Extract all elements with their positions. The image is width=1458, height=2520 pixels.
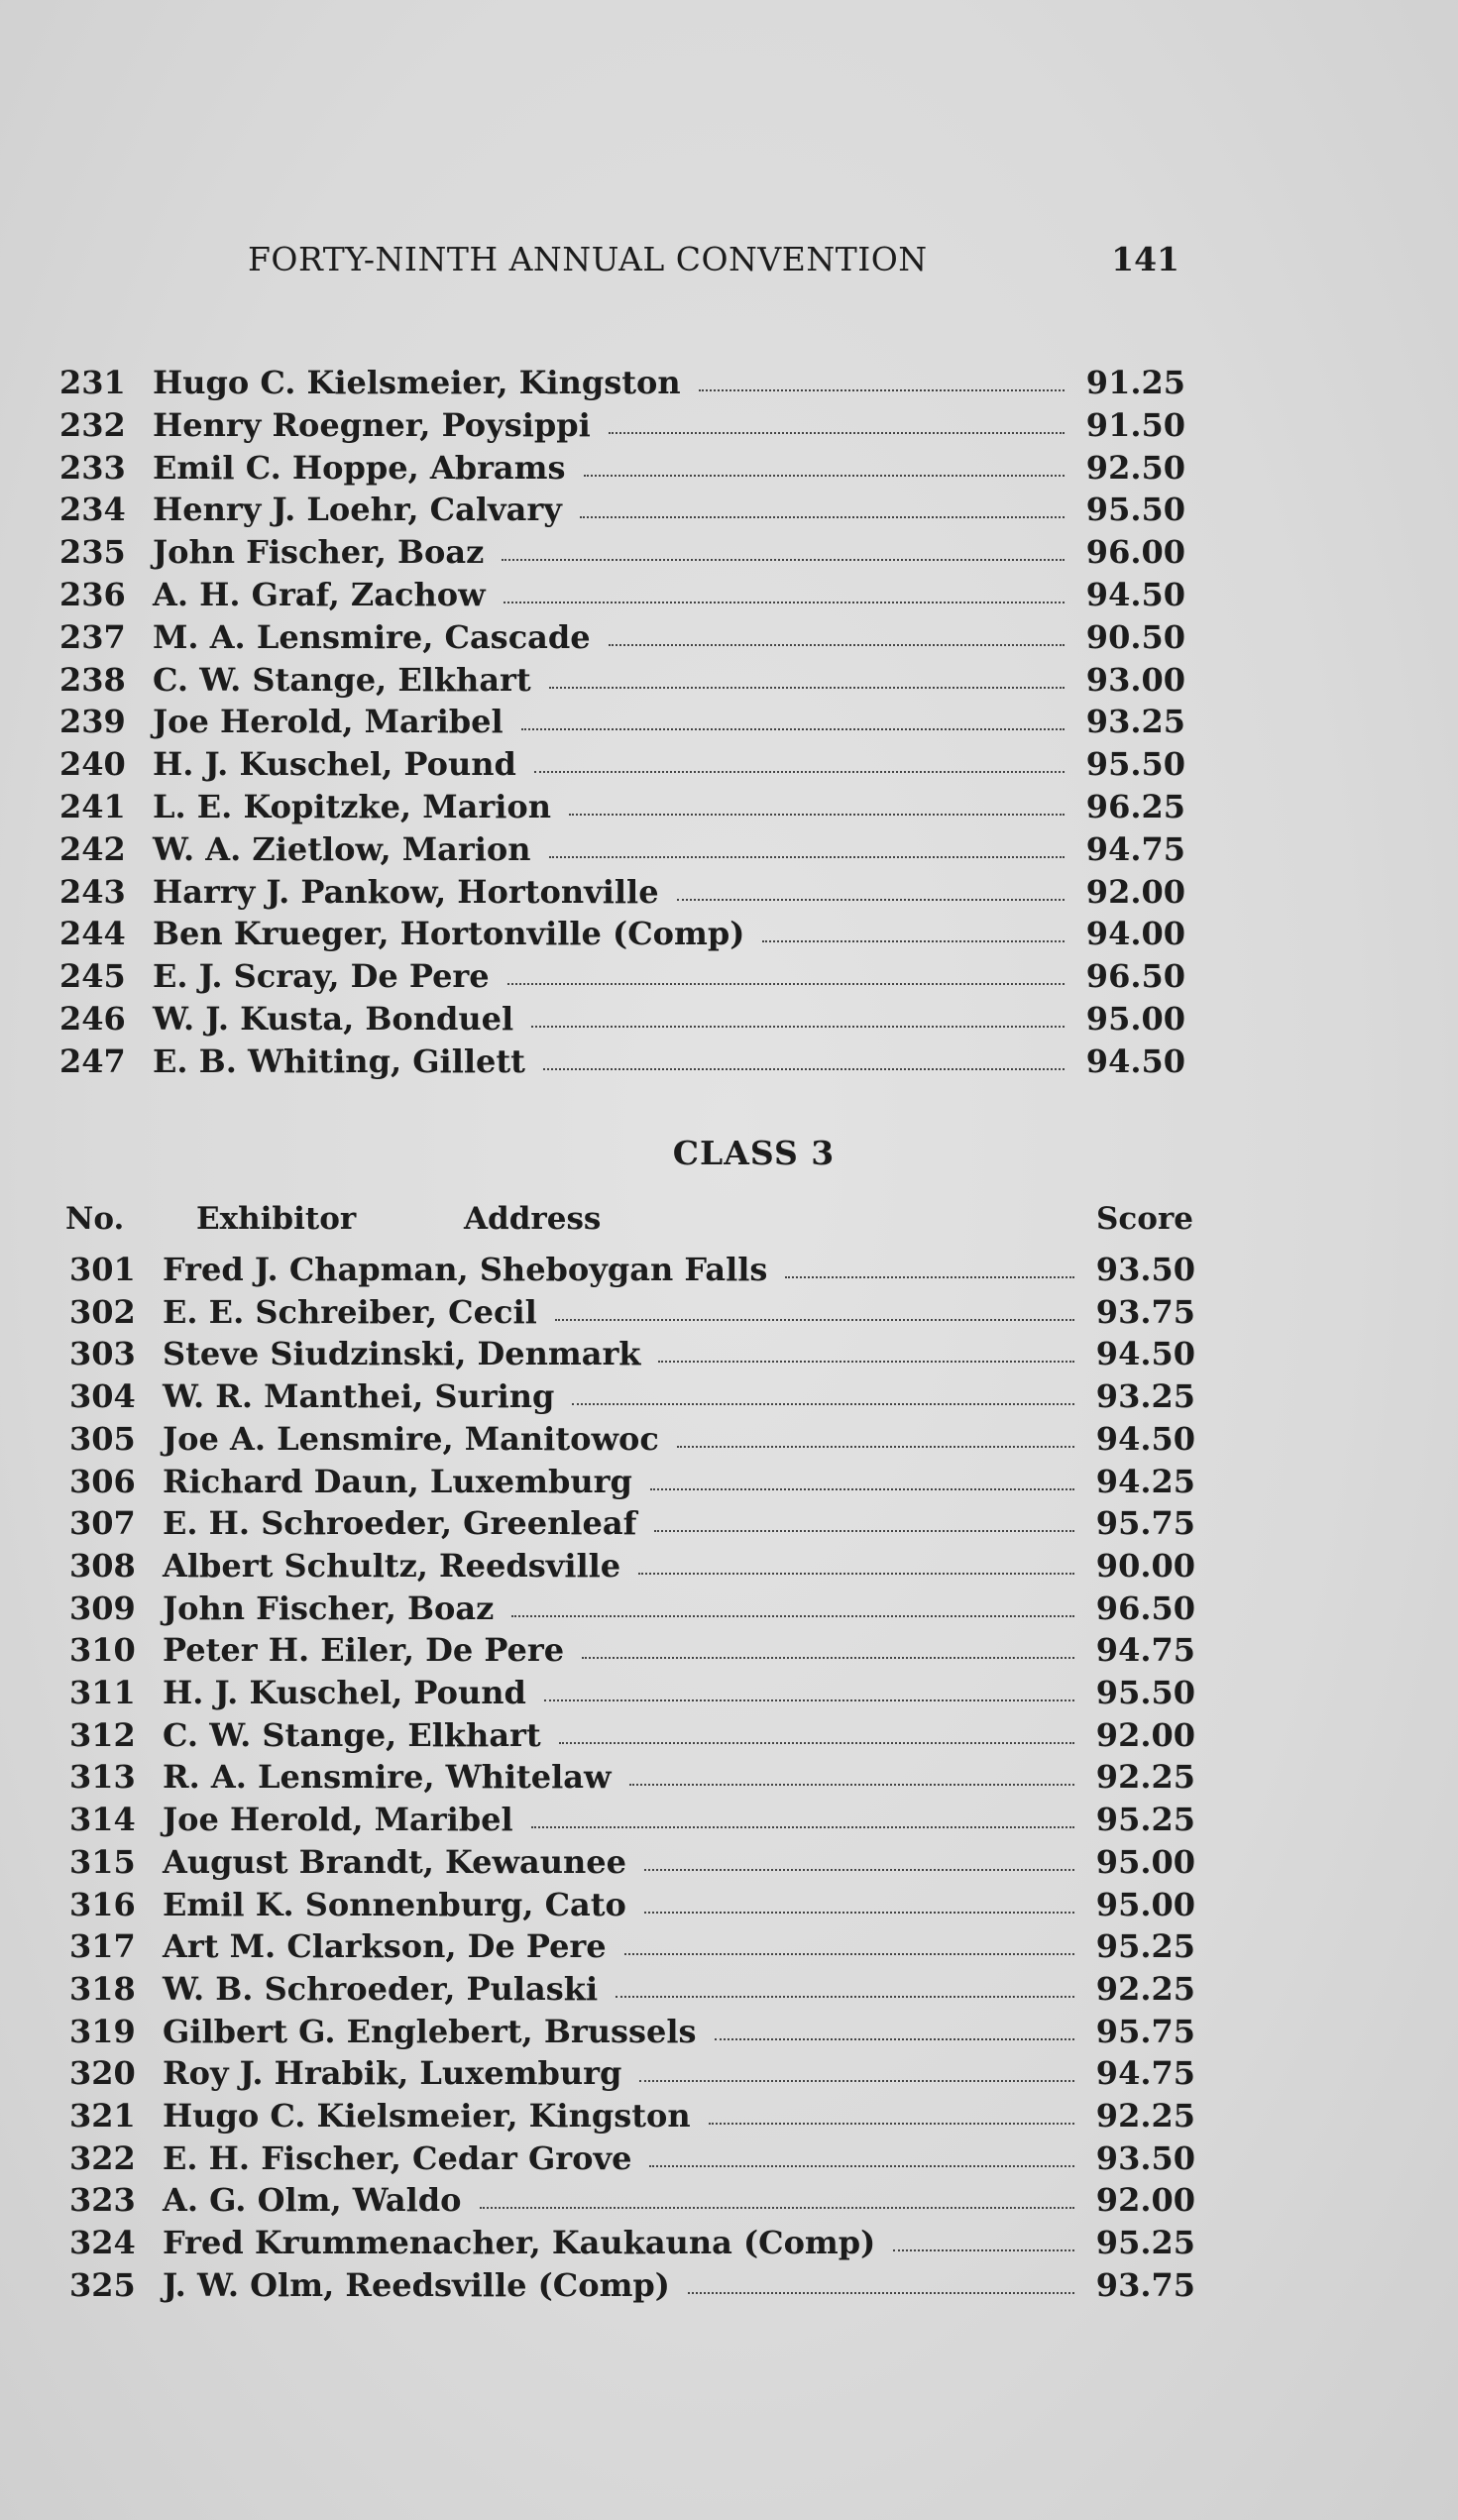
entry-number: 309 — [69, 1589, 136, 1627]
entry-score: 96.50 — [1085, 957, 1185, 996]
list-item — [0, 1377, 1458, 1417]
exhibitor-name: Emil K. Sonnenburg, Cato — [163, 1885, 626, 1923]
entry-score: 93.25 — [1085, 703, 1185, 741]
entry-score: 90.50 — [1085, 617, 1185, 656]
entry-number: 307 — [69, 1504, 136, 1543]
list-item — [0, 1335, 1458, 1374]
list-item — [0, 1251, 1458, 1290]
column-header-no: No. — [65, 1201, 125, 1237]
entry-number: 308 — [69, 1546, 136, 1585]
exhibitor-name: E. E. Schreiber, Cecil — [163, 1292, 537, 1331]
dot-leader — [534, 769, 1065, 773]
entry-number: 237 — [59, 617, 126, 656]
dot-leader — [785, 1274, 1074, 1278]
entry-number: 239 — [59, 703, 126, 741]
entry-score: 95.75 — [1095, 1504, 1195, 1543]
entry-number: 324 — [69, 2224, 136, 2262]
dot-leader — [893, 2247, 1074, 2251]
dot-leader — [654, 1528, 1074, 1532]
exhibitor-name: Joe Herold, Maribel — [163, 1801, 513, 1839]
entry-number: 320 — [69, 2054, 136, 2093]
dot-leader — [511, 1613, 1074, 1617]
exhibitor-name: E. H. Schroeder, Greenleaf — [163, 1504, 637, 1543]
exhibitor-name: A. H. Graf, Zachow — [153, 576, 486, 613]
entry-score: 92.00 — [1095, 1715, 1195, 1754]
entry-score: 93.75 — [1095, 2265, 1195, 2304]
exhibitor-name: W. R. Manthei, Suring — [163, 1377, 555, 1416]
entry-number: 245 — [59, 957, 126, 996]
list-item — [0, 1886, 1458, 1925]
entry-number: 304 — [69, 1377, 136, 1416]
entry-number: 314 — [69, 1801, 136, 1839]
list-item — [0, 1843, 1458, 1883]
list-item — [0, 1293, 1458, 1333]
list-item — [0, 618, 1458, 658]
dot-leader — [609, 642, 1065, 646]
list-item — [0, 1042, 1458, 1082]
exhibitor-name: C. W. Stange, Elkhart — [153, 660, 531, 699]
dot-leader — [688, 2290, 1074, 2294]
list-item — [0, 364, 1458, 403]
dot-leader — [502, 557, 1065, 561]
list-item — [0, 1674, 1458, 1713]
entry-score: 95.75 — [1095, 2012, 1195, 2050]
exhibitor-name: Emil C. Hoppe, Abrams — [153, 448, 566, 487]
entry-number: 232 — [59, 405, 126, 444]
exhibitor-name: Roy J. Hrabik, Luxemburg — [163, 2054, 622, 2093]
dot-leader — [677, 1444, 1074, 1448]
dot-leader — [638, 1571, 1074, 1575]
dot-leader — [616, 1994, 1074, 1998]
entry-number: 244 — [59, 915, 126, 953]
exhibitor-name: E. B. Whiting, Gillett — [153, 1041, 525, 1080]
entry-score: 95.25 — [1095, 1801, 1195, 1839]
entry-number: 321 — [69, 2097, 136, 2135]
list-item — [0, 745, 1458, 785]
exhibitor-name: Peter H. Eiler, De Pere — [163, 1631, 565, 1670]
exhibitor-name: Steve Siudzinski, Denmark — [163, 1335, 641, 1373]
entry-score: 95.00 — [1095, 1842, 1195, 1881]
entry-score: 95.00 — [1085, 1000, 1185, 1038]
dot-leader — [531, 1824, 1074, 1828]
entry-score: 95.50 — [1085, 745, 1185, 784]
exhibitor-name: Hugo C. Kielsmeier, Kingston — [163, 2097, 691, 2135]
column-header-score: Score — [1096, 1201, 1193, 1237]
entry-score: 95.00 — [1095, 1885, 1195, 1923]
dot-leader — [762, 938, 1065, 942]
dot-leader — [709, 2121, 1074, 2125]
entry-score: 96.50 — [1095, 1589, 1195, 1627]
entry-number: 310 — [69, 1631, 136, 1670]
entry-score: 93.75 — [1095, 1292, 1195, 1331]
exhibitor-name: Hugo C. Kielsmeier, Kingston — [153, 364, 681, 401]
exhibitor-name: W. B. Schroeder, Pulaski — [163, 1969, 599, 2008]
entry-score: 95.50 — [1085, 491, 1185, 529]
list-item — [0, 2181, 1458, 2221]
list-item — [0, 1927, 1458, 1967]
list-item — [0, 2224, 1458, 2263]
list-item — [0, 491, 1458, 530]
entry-number: 318 — [69, 1969, 136, 2008]
dot-leader — [480, 2205, 1074, 2209]
list-item — [0, 830, 1458, 870]
exhibitor-name: R. A. Lensmire, Whitelaw — [163, 1758, 612, 1797]
entry-number: 234 — [59, 491, 126, 529]
dot-leader — [521, 726, 1065, 730]
entry-score: 94.50 — [1095, 1419, 1195, 1458]
list-item — [0, 661, 1458, 701]
exhibitor-name: Henry J. Loehr, Calvary — [153, 491, 562, 529]
exhibitor-name: Joe A. Lensmire, Manitowoc — [163, 1419, 659, 1458]
entry-number: 240 — [59, 745, 126, 784]
entry-number: 236 — [59, 576, 126, 613]
list-item — [0, 1970, 1458, 2010]
list-item — [0, 2266, 1458, 2306]
list-item — [0, 1758, 1458, 1798]
dot-leader — [658, 1359, 1074, 1363]
page-number: 141 — [1111, 240, 1179, 278]
entry-score: 93.50 — [1095, 1251, 1195, 1288]
list-item — [0, 873, 1458, 913]
list-item — [0, 915, 1458, 954]
entry-score: 93.00 — [1085, 660, 1185, 699]
column-header-exhibitor: Exhibitor — [196, 1201, 357, 1237]
list-item — [0, 1504, 1458, 1544]
dot-leader — [609, 430, 1065, 434]
entry-number: 316 — [69, 1885, 136, 1923]
entry-number: 322 — [69, 2138, 136, 2177]
dot-leader — [677, 897, 1065, 901]
exhibitor-name: W. J. Kusta, Bonduel — [153, 1000, 514, 1038]
section-title: CLASS 3 — [672, 1134, 836, 1172]
list-item — [0, 1716, 1458, 1756]
exhibitor-name: John Fischer, Boaz — [153, 533, 485, 572]
dot-leader — [504, 600, 1065, 603]
entry-number: 315 — [69, 1842, 136, 1881]
list-item — [0, 703, 1458, 742]
entry-number: 319 — [69, 2012, 136, 2050]
dot-leader — [549, 854, 1065, 858]
entry-score: 92.25 — [1095, 2097, 1195, 2135]
entry-score: 91.50 — [1085, 405, 1185, 444]
list-item — [0, 1547, 1458, 1587]
exhibitor-name: August Brandt, Kewaunee — [163, 1842, 627, 1881]
exhibitor-name: Harry J. Pankow, Hortonville — [153, 872, 659, 911]
exhibitor-name: H. J. Kuschel, Pound — [163, 1674, 526, 1711]
exhibitor-name: J. W. Olm, Reedsville (Comp) — [163, 2265, 670, 2304]
list-item — [0, 1631, 1458, 1671]
exhibitor-name: H. J. Kuschel, Pound — [153, 745, 516, 784]
dot-leader — [549, 685, 1065, 689]
list-item — [0, 1463, 1458, 1502]
exhibitor-name: L. E. Kopitzke, Marion — [153, 788, 551, 825]
dot-leader — [555, 1317, 1074, 1321]
exhibitor-name: W. A. Zietlow, Marion — [153, 829, 531, 868]
dot-leader — [629, 1782, 1074, 1786]
dot-leader — [569, 812, 1065, 816]
entry-number: 306 — [69, 1462, 136, 1500]
list-item — [0, 2097, 1458, 2137]
dot-leader — [644, 1910, 1074, 1914]
entry-number: 235 — [59, 533, 126, 572]
dot-leader — [644, 1867, 1074, 1871]
entry-number: 312 — [69, 1715, 136, 1754]
page-header — [248, 240, 1179, 289]
exhibitor-name: C. W. Stange, Elkhart — [163, 1715, 541, 1754]
exhibitor-name: Joe Herold, Maribel — [153, 703, 504, 741]
exhibitor-name: John Fischer, Boaz — [163, 1589, 495, 1627]
list-item — [0, 1000, 1458, 1040]
entry-number: 311 — [69, 1674, 136, 1711]
entry-score: 95.50 — [1095, 1674, 1195, 1711]
entry-number: 305 — [69, 1419, 136, 1458]
entry-score: 92.25 — [1095, 1758, 1195, 1797]
entry-number: 241 — [59, 788, 126, 825]
entry-number: 247 — [59, 1041, 126, 1080]
list-item — [0, 2013, 1458, 2052]
entry-score: 96.00 — [1085, 533, 1185, 572]
entry-score: 94.50 — [1085, 576, 1185, 613]
dot-leader — [543, 1066, 1065, 1070]
list-item — [0, 449, 1458, 489]
entry-number: 302 — [69, 1292, 136, 1331]
entry-number: 242 — [59, 829, 126, 868]
entry-number: 301 — [69, 1251, 136, 1288]
dot-leader — [582, 1655, 1074, 1659]
dot-leader — [507, 981, 1065, 985]
dot-leader — [624, 1951, 1074, 1955]
entry-number: 325 — [69, 2265, 136, 2304]
dot-leader — [584, 473, 1065, 477]
entry-number: 243 — [59, 872, 126, 911]
entry-number: 303 — [69, 1335, 136, 1373]
entry-score: 95.25 — [1095, 2224, 1195, 2262]
list-item — [0, 1420, 1458, 1460]
dot-leader — [649, 2163, 1074, 2167]
exhibitor-name: M. A. Lensmire, Cascade — [153, 617, 591, 656]
dot-leader — [650, 1486, 1074, 1490]
dot-leader — [559, 1740, 1074, 1744]
list-item — [0, 1801, 1458, 1840]
entry-score: 94.50 — [1085, 1041, 1185, 1080]
exhibitor-name: Fred Krummenacher, Kaukauna (Comp) — [163, 2224, 876, 2262]
entry-score: 91.25 — [1085, 364, 1185, 401]
entry-score: 94.25 — [1095, 1462, 1195, 1500]
entry-score: 90.00 — [1095, 1546, 1195, 1585]
entry-score: 92.00 — [1085, 872, 1185, 911]
entry-score: 94.75 — [1085, 829, 1185, 868]
entry-score: 92.00 — [1095, 2181, 1195, 2220]
dot-leader — [580, 514, 1065, 518]
dot-leader — [544, 1698, 1074, 1701]
list-item — [0, 406, 1458, 446]
exhibitor-name: Albert Schultz, Reedsville — [163, 1546, 621, 1585]
exhibitor-name: Richard Daun, Luxemburg — [163, 1462, 632, 1500]
exhibitor-name: Gilbert G. Englebert, Brussels — [163, 2012, 697, 2050]
entry-number: 233 — [59, 448, 126, 487]
entry-score: 93.25 — [1095, 1377, 1195, 1416]
entry-score: 92.50 — [1085, 448, 1185, 487]
dot-leader — [715, 2036, 1074, 2040]
entry-number: 317 — [69, 1927, 136, 1966]
entry-score: 94.00 — [1085, 915, 1185, 953]
list-item — [0, 576, 1458, 615]
list-item — [0, 957, 1458, 997]
dot-leader — [572, 1401, 1074, 1405]
list-item — [0, 533, 1458, 573]
entry-number: 238 — [59, 660, 126, 699]
dot-leader — [531, 1024, 1065, 1028]
entry-score: 96.25 — [1085, 788, 1185, 825]
entry-score: 94.50 — [1095, 1335, 1195, 1373]
list-item — [0, 2139, 1458, 2179]
exhibitor-name: Ben Krueger, Hortonville (Comp) — [153, 915, 745, 953]
entry-number: 246 — [59, 1000, 126, 1038]
exhibitor-name: A. G. Olm, Waldo — [163, 2181, 462, 2220]
list-item — [0, 2054, 1458, 2094]
entry-score: 95.25 — [1095, 1927, 1195, 1966]
list-item — [0, 1589, 1458, 1629]
exhibitor-name: Fred J. Chapman, Sheboygan Falls — [163, 1251, 768, 1288]
list-item — [0, 788, 1458, 827]
running-title: FORTY-NINTH ANNUAL CONVENTION — [248, 240, 928, 278]
entry-score: 92.25 — [1095, 1969, 1195, 2008]
exhibitor-name: E. J. Scray, De Pere — [153, 957, 490, 996]
entry-number: 323 — [69, 2181, 136, 2220]
entry-number: 231 — [59, 364, 126, 401]
dot-leader — [639, 2078, 1074, 2082]
column-header-address: Address — [464, 1201, 602, 1237]
entry-score: 94.75 — [1095, 2054, 1195, 2093]
exhibitor-name: Art M. Clarkson, De Pere — [163, 1927, 607, 1966]
exhibitor-name: E. H. Fischer, Cedar Grove — [163, 2138, 632, 2177]
entry-score: 94.75 — [1095, 1631, 1195, 1670]
entry-number: 313 — [69, 1758, 136, 1797]
dot-leader — [699, 387, 1065, 391]
entry-score: 93.50 — [1095, 2138, 1195, 2177]
exhibitor-name: Henry Roegner, Poysippi — [153, 405, 591, 444]
